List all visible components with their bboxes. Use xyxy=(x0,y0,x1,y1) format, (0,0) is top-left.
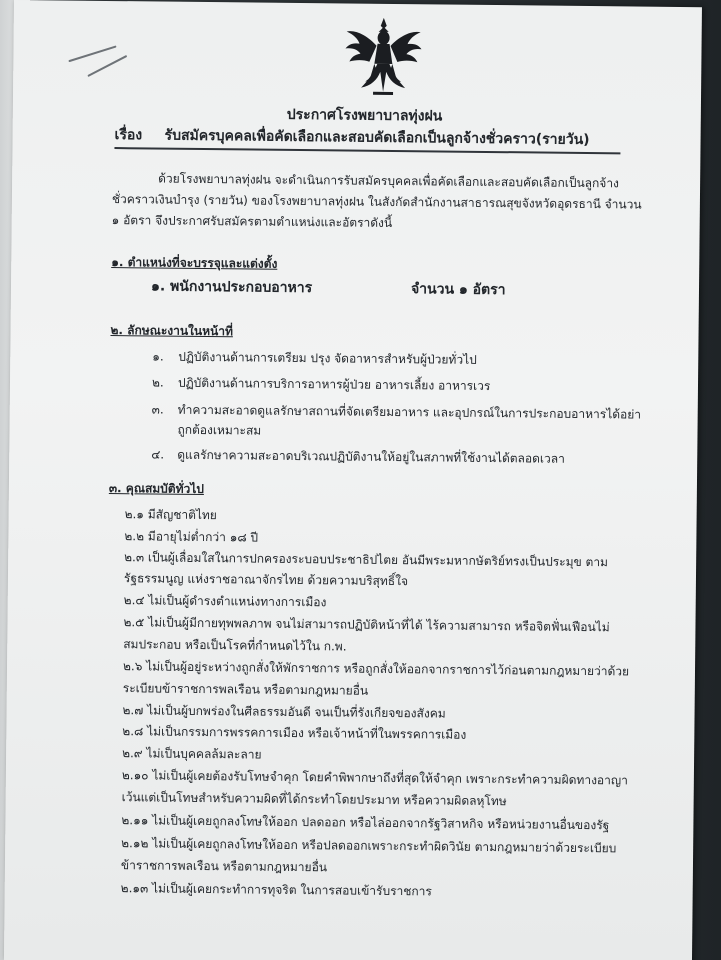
qualification-item: ๒.๑ มีสัญชาติไทย xyxy=(124,507,217,523)
duty-item: ปฏิบัติงานด้านการบริการอาหารผู้ป่วย อาหารเลี้ยง อาหารเวร xyxy=(177,375,491,394)
qualification-item: ๒.๔ ไม่เป็นผู้ดำรงตำแหน่งทางการเมือง xyxy=(123,593,327,610)
position-count: จำนวน ๑ อัตรา xyxy=(410,281,506,299)
qualification-item-continuation: ข้าราชการพลเรือน หรือตามกฎหมายอื่น xyxy=(120,858,328,875)
pen-mark xyxy=(87,55,127,77)
title-divider xyxy=(114,147,620,154)
qualification-item: ๒.๓ เป็นผู้เลื่อมใสในการปกครองระบอบประชาธิปไตย อันมีพระมหากษัตริย์ทรงเป็นประมุข ตาม xyxy=(124,550,609,570)
page-title: ประกาศโรงพยาบาลทุ่งฝน xyxy=(286,106,443,125)
duty-item: ทำความสะอาดดูแลรักษาสถานที่จัดเตรียมอาหาร และอุปกรณ์ในการประกอบอาหารได้อย่า xyxy=(177,402,642,422)
intro-line: ๑ อัตรา จึงประกาศรับสมัครตามตำแหน่งและอัตราดังนี้ xyxy=(111,213,393,230)
qualification-item: ๒.๑๐ ไม่เป็นผู้เคยต้องรับโทษจำคุก โดยคำพิพากษาถึงที่สุดให้จำคุก เพราะกระทำความผิดทางอาญา xyxy=(121,768,628,788)
subject-label: เรื่อง xyxy=(114,127,143,144)
qualification-item: ๒.๙ ไม่เป็นบุคคลล้มละลาย xyxy=(122,746,262,762)
qualification-item: ๒.๕ ไม่เป็นผู้มีกายทุพพลภาพ จนไม่สามารถปฏิบัติหน้าที่ได้ ไร้ความสามารถ หรือจิตฟั่นเฟือนไม่ xyxy=(123,615,610,635)
qualification-item-continuation: สมประกอบ หรือเป็นโรคที่กำหนดไว้ใน ก.พ. xyxy=(123,637,347,654)
duty-item: ปฏิบัติงานด้านการเตรียม ปรุง จัดอาหารสำหรับผู้ป่วยทั่วไป xyxy=(178,349,477,367)
qualification-item: ๒.๖ ไม่เป็นผู้อยู่ระหว่างถูกสั่งให้พักราชการ หรือถูกสั่งให้ออกจากราชการไว้ก่อนตามกฎหมายว่าด้วย xyxy=(122,659,630,679)
position-name: ๑. พนักงานประกอบอาหาร xyxy=(150,278,313,297)
qualification-item: ๒.๗ ไม่เป็นผู้บกพร่องในศีลธรรมอันดี จนเป็นที่รังเกียจของสังคม xyxy=(122,703,446,721)
qualification-item: ๒.๑๒ ไม่เป็นผู้เคยถูกลงโทษให้ออก หรือปลดออกเพราะกระทำผิดวินัย ตามกฎหมายว่าด้วยระเบียบ xyxy=(121,836,617,856)
qualification-item: ๒.๑๑ ไม่เป็นผู้เคยถูกลงโทษให้ออก ปลดออก หรือไล่ออกจากรัฐวิสาหกิจ หรือหน่วยงานอื่นของรัฐ xyxy=(121,813,610,833)
duty-item-continuation: ถูกต้องเหมาะสม xyxy=(177,422,262,438)
duty-number: ๔. xyxy=(151,447,165,462)
subject-text: รับสมัครบุคคลเพื่อคัดเลือกและสอบคัดเลือกเป็นลูกจ้างชั่วคราว(รายวัน) xyxy=(164,127,590,149)
qualification-item: ๒.๒ มีอายุไม่ต่ำกว่า ๑๘ ปี xyxy=(124,529,259,545)
garuda-emblem-icon xyxy=(343,15,424,98)
duty-item: ดูแลรักษาความสะอาดบริเวณปฏิบัติงานให้อยู่ในสภาพที่ใช้งานได้ตลอดเวลา xyxy=(177,447,565,466)
qualification-item-continuation: รัฐธรรมนูญ แห่งราชอาณาจักรไทย ด้วยความบริสุทธิ์ใจ xyxy=(123,571,409,589)
pen-mark xyxy=(68,45,116,62)
document-page xyxy=(4,0,702,960)
qualification-item: ๒.๘ ไม่เป็นกรรมการพรรคการเมือง หรือเจ้าหน้าที่ในพรรคการเมือง xyxy=(122,724,467,742)
intro-line: ด้วยโรงพยาบาลทุ่งฝน จะดำเนินการรับสมัครบุคคลเพื่อคัดเลือกและสอบคัดเลือกเป็นลูกจ้าง xyxy=(158,171,620,191)
duty-number: ๒. xyxy=(151,375,164,390)
section-heading: ๒. ลักษณะงานในหน้าที่ xyxy=(110,323,234,339)
intro-line: ชั่วคราวเงินบำรุง (รายวัน) ของโรงพยาบาลทุ่งฝน ในสังกัดสำนักงานสาธารณสุขจังหวัดอุดรธานี จำนวน xyxy=(111,192,642,212)
duty-number: ๑. xyxy=(152,349,164,364)
qualification-item-continuation: ระเบียบข้าราชการพลเรือน หรือตามกฎหมายอื่น xyxy=(122,681,369,698)
section-heading: ๓. คุณสมบัติทั่วไป xyxy=(108,481,205,497)
qualification-item-continuation: เว้นแต่เป็นโทษสำหรับความผิดที่ได้กระทำโดยประมาท หรือความผิดลหุโทษ xyxy=(121,790,507,809)
duty-number: ๓. xyxy=(151,402,164,417)
section-heading: ๑. ตำแหน่งที่จะบรรจุและแต่งตั้ง xyxy=(111,255,278,271)
qualification-item: ๒.๑๓ ไม่เป็นผู้เคยกระทำการทุจริต ในการสอบเข้ารับราชการ xyxy=(120,881,432,899)
